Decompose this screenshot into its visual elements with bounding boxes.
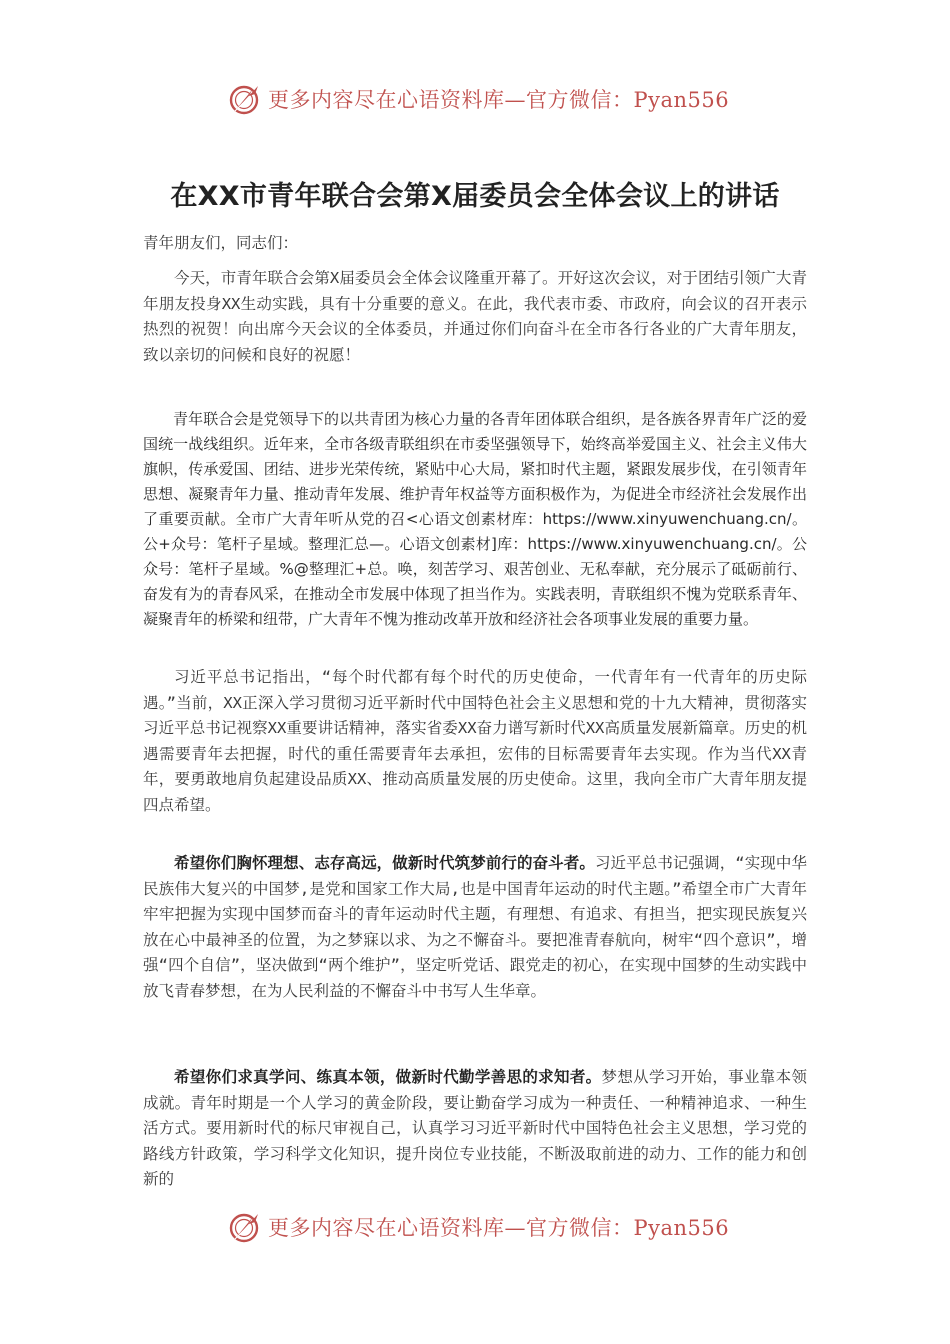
header-banner xyxy=(228,80,748,118)
paragraph-4 xyxy=(143,851,807,1004)
quill-logo-icon xyxy=(228,82,262,116)
document-title: 在XX市青年联合会第X届委员会全体会议上的讲话 xyxy=(170,181,780,212)
footer-banner xyxy=(228,1208,748,1246)
paragraph-4-block xyxy=(143,851,807,1004)
paragraph-5-block xyxy=(143,1065,807,1193)
salutation-block xyxy=(143,231,807,257)
paragraph-3: 习近平总书记指出，“每个时代都有每个时代的历史使命，一代青年有一代青年的历史际遇。”当前，XX正深入学习贯彻习近平新时代中国特色社会主义思想和党的十九大精神，贯彻落实习近平总书记视察XX重要讲话精神，落实省委XX奋力谱写新时代XX高质量发展新篇章。历史的机遇需要青年去把握，时代的重任需要青年去承担，宏伟的目标需要青年去实现。作为当代XX青年，要勇敢地肩负起建设品质XX、推动高质量发展的历史使命。这里，我向全市广大青年朋友提四点希望。 xyxy=(143,668,807,814)
paragraph-4-lead: 希望你们胸怀理想、志存高远，做新时代筑梦前行的奋斗者。 xyxy=(174,854,595,872)
footer-banner-text: 更多内容尽在心语资料库—官方微信：Pyan556 xyxy=(268,1216,730,1240)
header-banner-text: 更多内容尽在心语资料库—官方微信：Pyan556 xyxy=(268,88,730,112)
paragraph-1: 今天，市青年联合会第X届委员会全体会议隆重开幕了。开好这次会议，对于团结引领广大青年朋友投身XX生动实践，具有十分重要的意义。在此，我代表市委、市政府，向会议的召开表示热烈的祝贺！向出席今天会议的全体委员，并通过你们向奋斗在全市各行各业的广大青年朋友，致以亲切的问候和良好的祝愿！ xyxy=(143,269,807,364)
paragraph-5-lead: 希望你们求真学问、练真本领，做新时代勤学善思的求知者。 xyxy=(174,1068,602,1086)
quill-logo-icon xyxy=(228,1210,262,1244)
salutation: 青年朋友们，同志们： xyxy=(143,234,299,252)
paragraph-4-rest: 习近平总书记强调，“实现中华民族伟大复兴的中国梦,是党和国家工作大局,也是中国青年运动的时代主题。”希望全市广大青年牢牢把握为实现中国梦而奋斗的青年运动时代主题，有理想、有追求、有担当，把实现民族复兴放在心中最神圣的位置，为之梦寐以求、为之不懈奋斗。要把准青春航向，树牢“四个意识”，增强“四个自信”，坚决做到“两个维护”，坚定听党话、跟党走的初心，在实现中国梦的生动实践中放飞青春梦想，在为人民利益的不懈奋斗中书写人生华章。 xyxy=(143,854,807,1000)
paragraph-2-block xyxy=(143,407,807,632)
paragraph-3-block xyxy=(143,665,807,818)
paragraph-2: 青年联合会是党领导下的以共青团为核心力量的各青年团体联合组织，是各族各界青年广泛的爱国统一战线组织。近年来，全市各级青联组织在市委坚强领导下，始终高举爱国主义、社会主义伟大旗帜，传承爱国、团结、进步光荣传统，紧贴中心大局，紧扣时代主题，紧跟发展步伐，在引领青年思想、凝聚青年力量、推动青年发展、维护青年权益等方面积极作为，为促进全市经济社会发展作出了重要贡献。全市广大青年听从党的召<心语文创素材库：https://www.xinyuwenchuang.cn/。公+众号：笔杆子星域。整理汇总—。心语文创素材]库：https://www.xinyuwenchuang.cn/。公众号：笔杆子星域。%@整理汇+总。唤，刻苦学习、艰苦创业、无私奉献，充分展示了砥砺前行、奋发有为的青春风采，在推动全市发展中体现了担当作为。实践表明，青联组织不愧为党联系青年、凝聚青年的桥梁和纽带，广大青年不愧为推动改革开放和经济社会各项事业发展的重要力量。 xyxy=(143,410,807,628)
paragraph-1-block xyxy=(143,266,807,368)
paragraph-5 xyxy=(143,1065,807,1193)
paragraph-5-rest: 梦想从学习开始，事业靠本领成就。青年时期是一个人学习的黄金阶段，要让勤奋学习成为一种责任、一种精神追求、一种生活方式。要用新时代的标尺审视自己，认真学习习近平新时代中国特色社会主义思想，学习党的路线方针政策，学习科学文化知识，提升岗位专业技能，不断汲取前进的动力、工作的能力和创新的 xyxy=(143,1068,807,1188)
